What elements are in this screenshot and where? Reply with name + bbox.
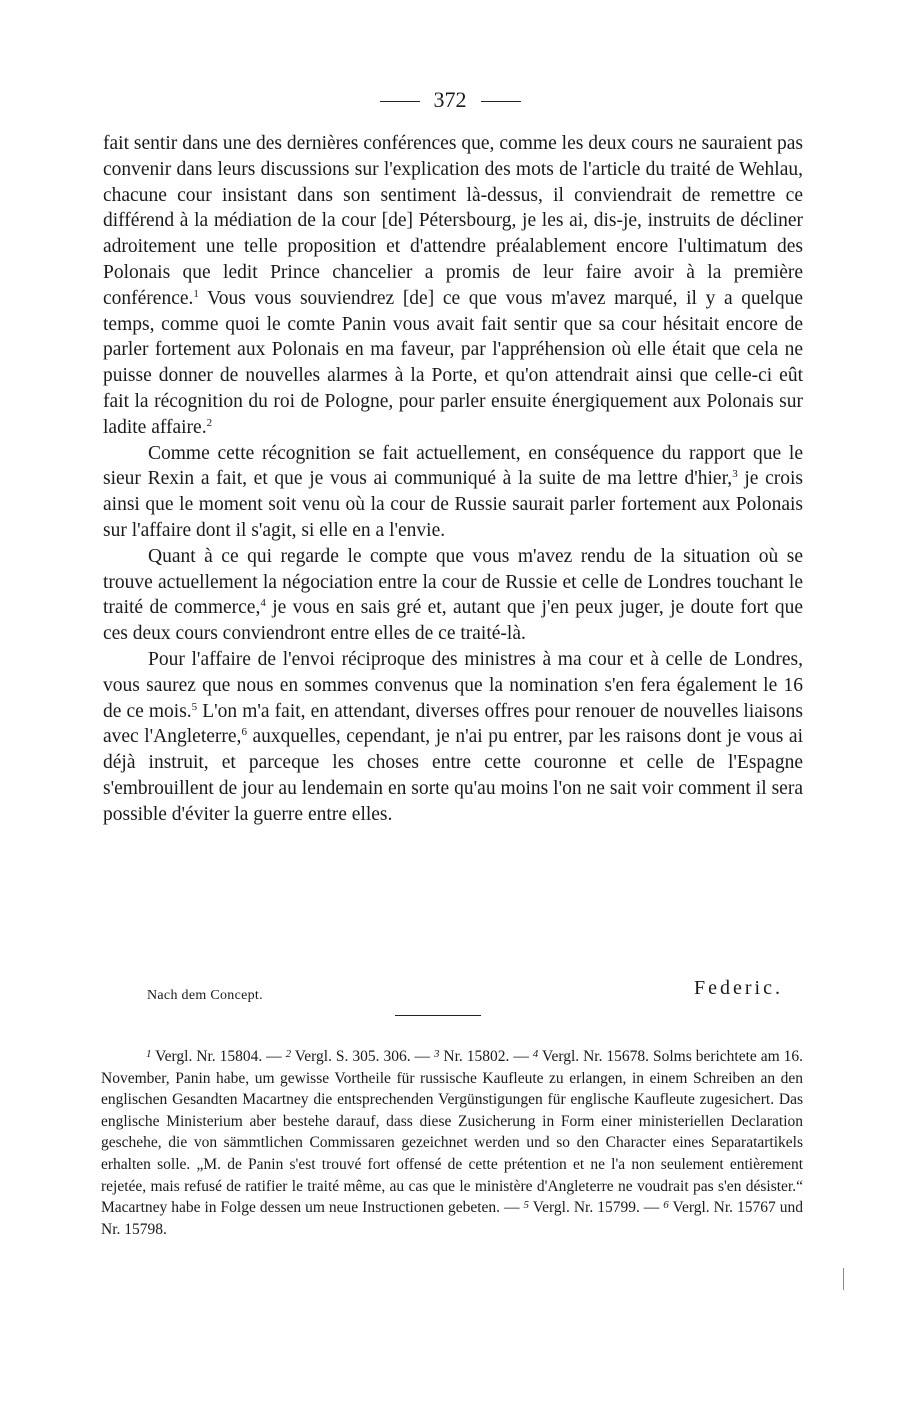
- footnote-text-1: Vergl. Nr. 15804. —: [151, 1048, 286, 1065]
- paragraph-4: [103, 647, 803, 828]
- margin-mark: [843, 1268, 845, 1290]
- paragraph-1: [103, 131, 803, 441]
- header-dash-right: [481, 101, 521, 102]
- paragraph-4-text-b: L'on m'a fait, en attendant, diverses offres pour renouer de nouvelles liaisons avec l'Angleterre,: [103, 700, 804, 748]
- page-header: [0, 86, 900, 114]
- footnote-marker-5: 5: [523, 1199, 529, 1212]
- paragraph-3-text-a: Quant à ce qui regarde le compte que vous m'avez rendu de la situation où se trouve actuellement la négociation entre la cour de Russie et celle de Londres touchant le traité de commerce,: [103, 545, 803, 619]
- paragraph-3-text-b: je vous en sais gré et, autant que j'en peux juger, je doute fort que ces deux cours conviendront entre elles de ce traité-là.: [103, 597, 803, 645]
- letter-body: [103, 131, 803, 828]
- paragraph-4-text-c: auxquelles, cependant, je n'ai pu entrer, par les raisons dont je vous ai déjà instruit, et parceque les choses entre cette couronne et celle de l'Espagne s'embrouillent de jour au lendemain en sorte qu'au moins l'on ne sait voir comment il sera possible d'éviter la guerre entre elles.: [103, 726, 803, 825]
- footnote-separator: [395, 1015, 481, 1016]
- closing-row: [103, 977, 783, 1007]
- footnote-ref-2: 2: [206, 416, 213, 429]
- footnote-text-6: Vergl. Nr. 15767 und Nr. 15798.: [101, 1199, 803, 1238]
- paragraph-2-text-a: Comme cette récognition se fait actuellement, en conséquence du rapport que le sieur Rexin a fait, et que je vous ai communiqué à la suite de ma lettre d'hier,: [103, 442, 803, 490]
- page-number: 372: [433, 87, 467, 112]
- signature: Federic.: [694, 977, 783, 999]
- footnote-marker-6: 6: [663, 1199, 669, 1212]
- footnote-text-5: Vergl. Nr. 15799. —: [528, 1199, 664, 1217]
- footnote-block: [101, 1046, 803, 1240]
- header-dash-left: [380, 101, 420, 102]
- footnote-ref-5: 5: [191, 700, 198, 713]
- footnote-text-3: Nr. 15802. —: [439, 1048, 533, 1065]
- paragraph-3: [103, 544, 803, 647]
- footnote-ref-3: 3: [732, 468, 738, 481]
- footnote-marker-2: 2: [285, 1048, 292, 1060]
- footnote-text-4: Vergl. Nr. 15678. Solms berichtete am 16. November, Panin habe, um gewisse Vortheile für russische Kaufleute zu erlangen, in einem Schreiben an den englischen Gesandten Macartney die entsprechenden Vergünstigungen für englische Kaufleute zugesichert. Das englische Ministerium aber bestehe darauf, dass diese Zusicherung in Form einer ministeriellen Declaration geschehe, die von sämmtlichen Commissaren gezeichnet werden und so den Character eines Separatartikels erhalten solle. „M. de Panin s'est trouvé fort offensé de cette prétention et ne l'a non seulement entièrement rejetée, mais refusé de ratifier le traité même, au cas que le ministère d'Angleterre ne voudrait pas s'en désister.“ Macartney habe in Folge dessen um neue Instructionen gebeten. —: [101, 1048, 804, 1217]
- footnote-text-2: Vergl. S. 305. 306. —: [291, 1048, 434, 1065]
- footnote-ref-1: 1: [193, 287, 199, 300]
- paragraph-4-text-a: Pour l'affaire de l'envoi réciproque des ministres à ma cour et à celle de Londres, vous saurez que nous en sommes convenus que la nomination s'en fera également le 16 de ce mois.: [103, 648, 803, 722]
- footnote-marker-1: 1: [146, 1048, 152, 1060]
- source-note: Nach dem Concept.: [147, 988, 263, 1003]
- footnotes: [101, 1046, 803, 1240]
- paragraph-2-text-b: je crois ainsi que le moment soit venu où la cour de Russie saurait parler fortement aux Polonais sur l'affaire dont il s'agit, si elle en a l'envie.: [103, 468, 803, 541]
- footnote-ref-4: 4: [260, 597, 266, 610]
- footnote-marker-4: 4: [532, 1048, 539, 1060]
- paragraph-1-text-b: Vous vous souviendrez [de] ce que vous m'avez marqué, il y a quelque temps, comme quoi le comte Panin vous avait fait sentir que sa cour hésitait encore de parler fortement aux Polonais en ma faveur, par l'appréhension où elle était que cela ne puisse donner de nouvelles alarmes à la Porte, et qu'on attendrait ainsi que celle-ci eût fait la récognition du roi de Pologne, pour parler ensuite énergiquement aux Polonais sur ladite affaire.: [103, 287, 803, 438]
- footnote-marker-3: 3: [433, 1048, 440, 1060]
- paragraph-2: [103, 441, 803, 544]
- footnote-ref-6: 6: [241, 726, 247, 739]
- paragraph-1-text-a: fait sentir dans une des dernières conférences que, comme les deux cours ne sauraient pas convenir dans leurs discussions sur l'explication des mots de l'article du traité de Wehlau, chacune cour insistant dans son sentiment là-dessus, il conviendrait de remettre ce différend à la médiation de la cour [de] Pétersbourg, je les ai, dis-je, instruits de décliner adroitement une telle proposition et d'attendre préalablement encore l'ultimatum des Polonais que ledit Prince chancelier a promis de leur faire avoir à la première conférence.: [103, 133, 803, 309]
